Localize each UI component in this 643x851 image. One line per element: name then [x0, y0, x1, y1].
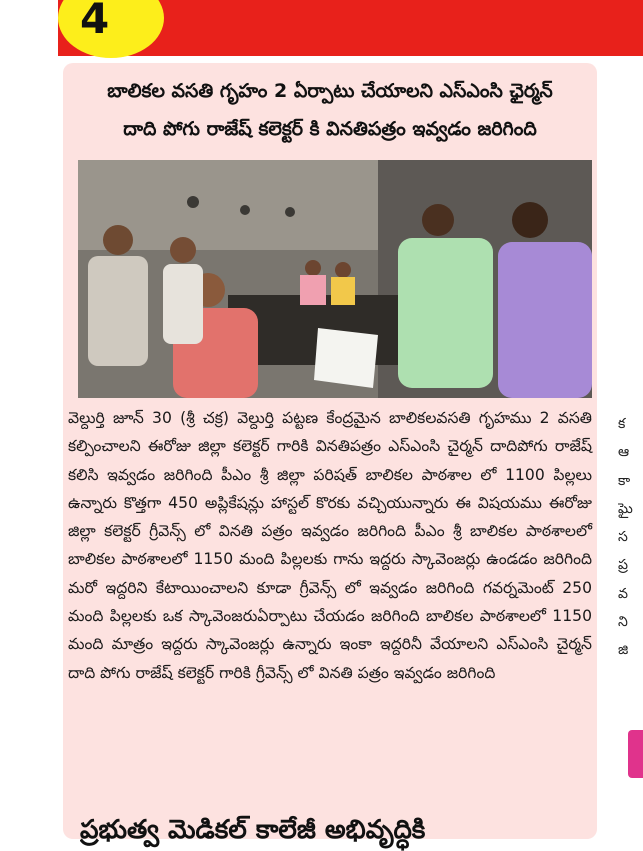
adjacent-column-fragment: ప్ర — [618, 557, 628, 574]
page-number: 4 — [80, 0, 110, 43]
adjacent-column-fragment: స — [618, 529, 628, 546]
headline-line-1: బాలికల వసతి గృహం 2 ఏర్పాటు చేయాలని ఎస్ఎంసి ఛైర్మన్ — [107, 80, 553, 102]
adjacent-column-fragment: క — [618, 416, 626, 432]
news-photo-illustration — [78, 160, 592, 398]
adjacent-column-fragment: ఘై — [618, 500, 633, 517]
adjacent-column-fragment: ని — [618, 614, 628, 631]
headline-line-2: దాది పోగు రాజేష్ కలెక్టర్ కి వినతిపత్రం ఇవ్వడం జరిగింది — [123, 118, 537, 140]
next-article-headline: ప్రభుత్వ మెడికల్ కాలేజీ అభివృద్ధికి — [80, 815, 426, 845]
news-photo — [78, 160, 592, 398]
article-body: వెల్దుర్తి జూన్ 30 (శ్రీ చక్ర) వెల్దుర్తి పట్టణ కేంద్రమైన బాలికలవసతి గృహము 2 వసతి కల్పించాలని ఈరోజు జిల్లా కలెక్టర్ గారికి వినతిపత్రం ఎస్ఎంసి చైర్మన్ దాదిపోగు రాజేష్ కలిసి ఇవ్వడం జరిగింది పీఎం శ్రీ జిల్లా పరిషత్ బాలికల పాఠశాల లో 1100 పిల్లలు ఉన్నారు కొత్తగా 450 అప్లికేషన్లు హాస్టల్ కొరకు వచ్చియున్నారు ఈ విషయము ఈరోజు జిల్లా కలెక్టర్ గ్రీవెన్స్ లో వినతి పత్రం ఇవ్వడం జరిగింది పీఎం శ్రీ బాలికల పాఠశాలలో బాలికల పాఠశాలలో 1150 మంది పిల్లలకు గాను ఇద్దరు స్కావెంజర్లు ఉండడం జరిగింది మరో ఇద్దరిని కేటాయించాలని కూడా గ్రీవెన్స్ లో ఇవ్వడం జరిగింది గవర్నమెంట్ 250 మంది పిల్లలకు ఒక స్కావెంజరుఏర్పాటు చేయడం జరిగింది బాలికల పాఠశాలలో 1150 మంది మాత్రం ఇద్దరు స్కావెంజర్లు ఉన్నారు ఇంకా ఇద్దరినీ వేయాలని ఎస్ఎంసి చైర్మన్ దాది పోగు రాజేష్ కలెక్టర్ గారికి గ్రీవెన్స్ లో వినతి పత్రం ఇవ్వడం జరిగింది — [68, 409, 592, 682]
page-margin — [0, 0, 58, 839]
adjacent-column — [618, 410, 643, 665]
adjacent-column-fragment: జి — [618, 642, 629, 659]
adjacent-column-fragment: ఆ — [618, 444, 630, 461]
adjacent-column-fragment: కా — [618, 472, 631, 489]
adjacent-column-fragment: వ — [618, 585, 628, 602]
adjacent-ad-accent — [628, 730, 643, 778]
article-headline — [70, 72, 590, 148]
